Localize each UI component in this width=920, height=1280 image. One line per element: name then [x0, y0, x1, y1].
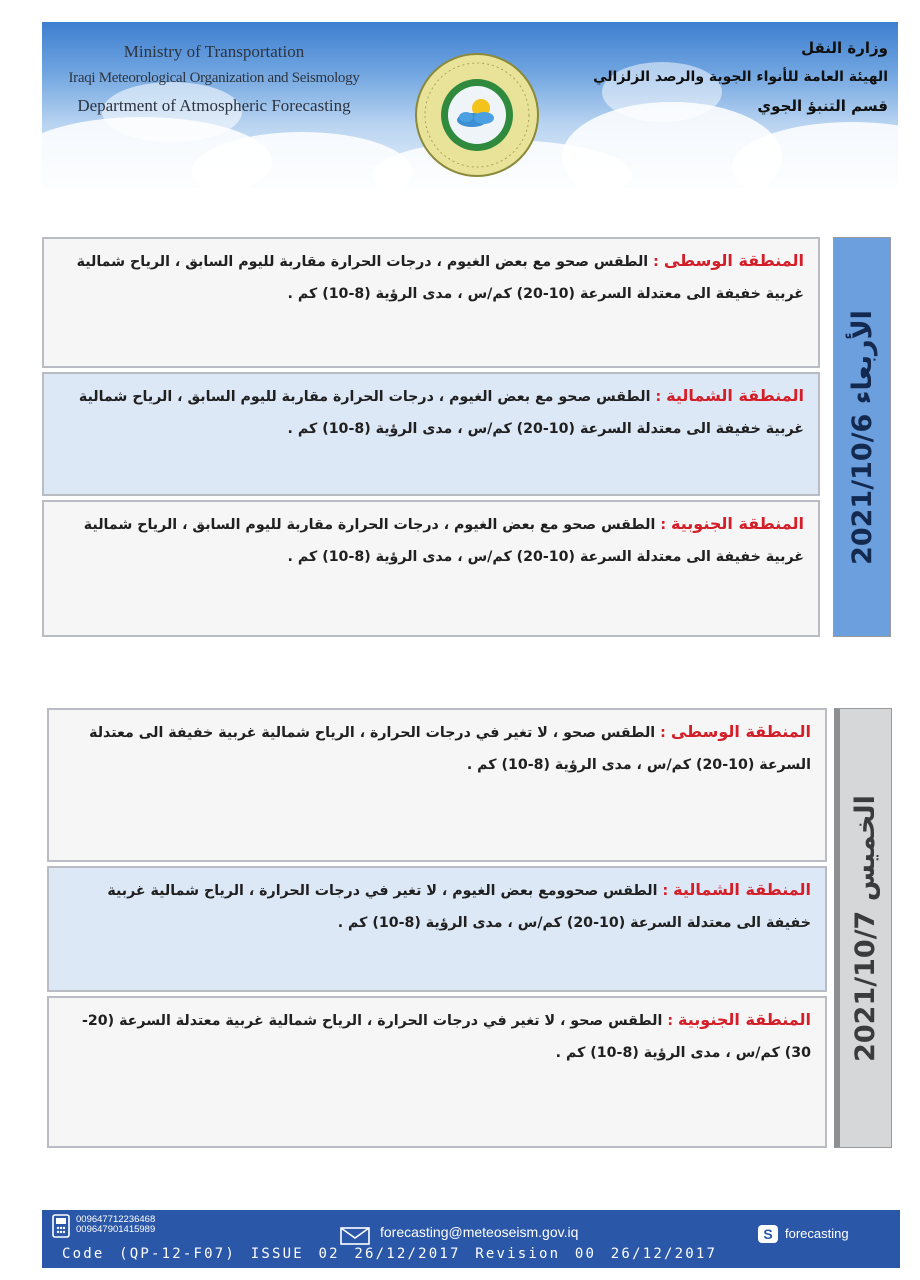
skype-icon: [757, 1224, 779, 1248]
ministry-english-title: [54, 38, 374, 119]
region-central-day2: [47, 708, 827, 862]
region-south-day2: [47, 996, 827, 1148]
separator: :: [662, 883, 669, 899]
separator: :: [660, 725, 666, 741]
region-name: المنطقة الجنوبية: [671, 514, 804, 533]
ministry-arabic-title: [588, 34, 888, 121]
separator: :: [653, 254, 659, 270]
email-link[interactable]: forecasting@meteoseism.gov.iq: [380, 1224, 579, 1240]
day2-date-bar: [834, 708, 892, 1148]
document-code: Code (QP-12-F07) ISSUE 02 26/12/2017 Revision 00 26/12/2017: [62, 1246, 718, 1262]
separator: :: [655, 389, 662, 405]
separator: :: [667, 1013, 674, 1029]
meteorology-seal-icon: [414, 52, 540, 178]
organization-name-ar: الهيئة العامة للأنواء الجوية والرصد الزلزالي: [593, 69, 888, 85]
day1-date-label: الأربعاء 2021/10/6: [846, 309, 878, 565]
svg-text:S: S: [763, 1226, 773, 1242]
phone-number-2[interactable]: 009647901415989: [76, 1224, 156, 1235]
department-name-ar: قسم التنبؤ الجوي: [757, 97, 888, 115]
region-forecast-text: الطقس صحو ، لا تغير في درجات الحرارة ، الرياح شمالية غربية معتدلة السرعة (20-30) كم/س ، مدى الرؤية (8-10) كم .: [82, 1013, 811, 1061]
region-north-day2: [47, 866, 827, 992]
separator: :: [660, 517, 667, 533]
region-name: المنطقة الوسطى: [663, 251, 804, 270]
region-name: المنطقة الجنوبية: [678, 1010, 811, 1029]
region-south-day1: [42, 500, 820, 637]
skype-handle[interactable]: forecasting: [785, 1226, 849, 1241]
department-name-en: Department of Atmospheric Forecasting: [77, 96, 351, 115]
region-forecast-text: الطقس صحو ، لا تغير في درجات الحرارة ، الرياح شمالية غربية خفيفة الى معتدلة السرعة (10-20) كم/س ، مدى الرؤية (8-10) كم .: [89, 725, 811, 773]
region-north-day1: [42, 372, 820, 496]
ministry-name-en: Ministry of Transportation: [123, 42, 305, 61]
day2-date-label: الخميس 2021/10/7: [850, 794, 881, 1062]
phone-icon: [52, 1214, 70, 1242]
region-central-day1: [42, 237, 820, 368]
region-forecast-text: الطقس صحو مع بعض الغيوم ، درجات الحرارة مقاربة لليوم السابق ، الرياح شمالية غربية خفيفة الى معتدلة السرعة (10-20) كم/س ، مدى الرؤية (8-10) كم .: [83, 517, 804, 565]
footer-bar: [42, 1210, 900, 1268]
region-forecast-text: الطقس صحو مع بعض الغيوم ، درجات الحرارة مقاربة لليوم السابق ، الرياح شمالية غربية خفيفة الى معتدلة السرعة (10-20) كم/س ، مدى الرؤية (8-10) كم .: [76, 254, 804, 302]
organization-name-en: Iraqi Meteorological Organization and Seismology: [68, 70, 360, 86]
ministry-name-ar: وزارة النقل: [801, 39, 888, 57]
region-forecast-text: الطقس صحوومع بعض الغيوم ، لا تغير في درجات الحرارة ، الرياح شمالية غربية خفيفة الى معتدلة السرعة (10-20) كم/س ، مدى الرؤية (8-10) كم .: [107, 883, 811, 931]
day1-date-bar: [833, 237, 891, 637]
region-name: المنطقة الوسطى: [670, 722, 811, 741]
region-forecast-text: الطقس صحو مع بعض الغيوم ، درجات الحرارة مقاربة لليوم السابق ، الرياح شمالية غربية خفيفة الى معتدلة السرعة (10-20) كم/س ، مدى الرؤية (8-10) كم .: [78, 389, 804, 437]
phone-numbers: [76, 1215, 155, 1235]
header-banner: [42, 22, 898, 188]
region-name: المنطقة الشمالية: [673, 880, 811, 899]
region-name: المنطقة الشمالية: [666, 386, 804, 405]
phone-number-1[interactable]: 009647712236468: [76, 1214, 156, 1225]
